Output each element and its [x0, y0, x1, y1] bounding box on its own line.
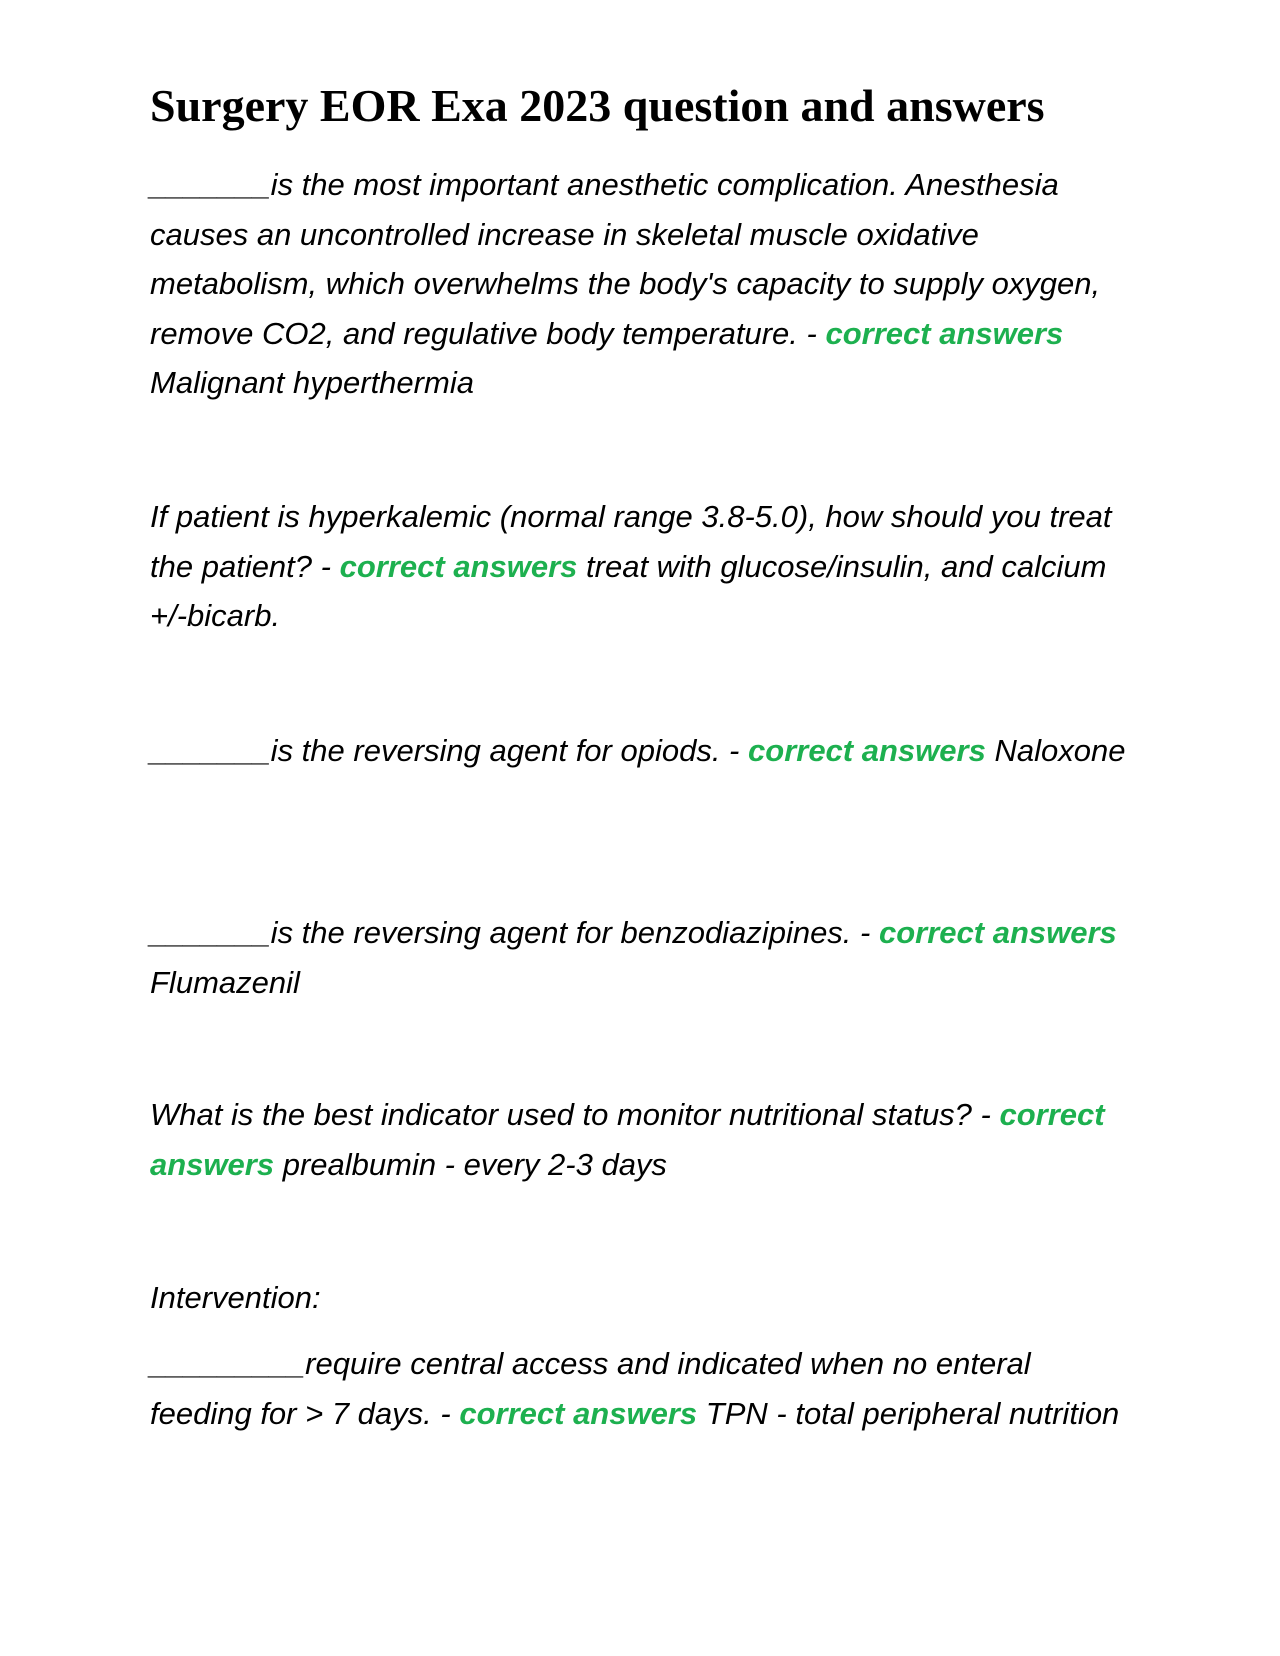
qa-item [150, 1090, 1140, 1189]
question-text: _______is the reversing agent for opiods. - [150, 733, 740, 768]
answer-label: correct answers [459, 1395, 698, 1431]
question-text: _______is the reversing agent for benzodiazipines. - [150, 915, 871, 950]
document-title: Surgery EOR Exa 2023 question and answers [150, 80, 1045, 131]
answer-label: correct answers [825, 315, 1064, 351]
answer-text: TPN - total peripheral nutrition [705, 1395, 1120, 1431]
qa-item [150, 160, 1140, 408]
answer-label: correct answers [748, 733, 986, 768]
answer-label: correct answers [878, 915, 1117, 950]
answer-text: Flumazenil [150, 964, 300, 1000]
answer-text: treat with glucose/insulin, and calcium +/-bicarb. [150, 548, 1107, 633]
answer-text: prealbumin - every 2-3 days [282, 1146, 667, 1182]
question-text: _________require central access and indicated when no enteral feeding for > 7 days. - [150, 1346, 1031, 1431]
question-text: _______is the most important anesthetic complication. Anesthesia causes an uncontrolled increase in skeletal muscle oxidative metabolism, which overwhelms the body's capacity to supply oxygen, remove CO2, and regulative body temperature. - [150, 167, 1101, 351]
answer-text: Naloxone [994, 733, 1126, 768]
qa-item [150, 726, 1140, 776]
question-text: If patient is hyperkalemic (normal range 3.8-5.0), how should you treat the patient? - [150, 499, 1112, 584]
answer-label: correct answers [150, 1097, 1105, 1182]
answer-label: correct answers [339, 548, 578, 584]
answer-text: Malignant hyperthermia [150, 365, 474, 400]
qa-item [150, 1339, 1140, 1438]
qa-item [150, 908, 1140, 1007]
section-heading: Intervention: [150, 1280, 321, 1315]
question-text: What is the best indicator used to monitor nutritional status? - [150, 1097, 991, 1132]
qa-item [150, 492, 1140, 641]
